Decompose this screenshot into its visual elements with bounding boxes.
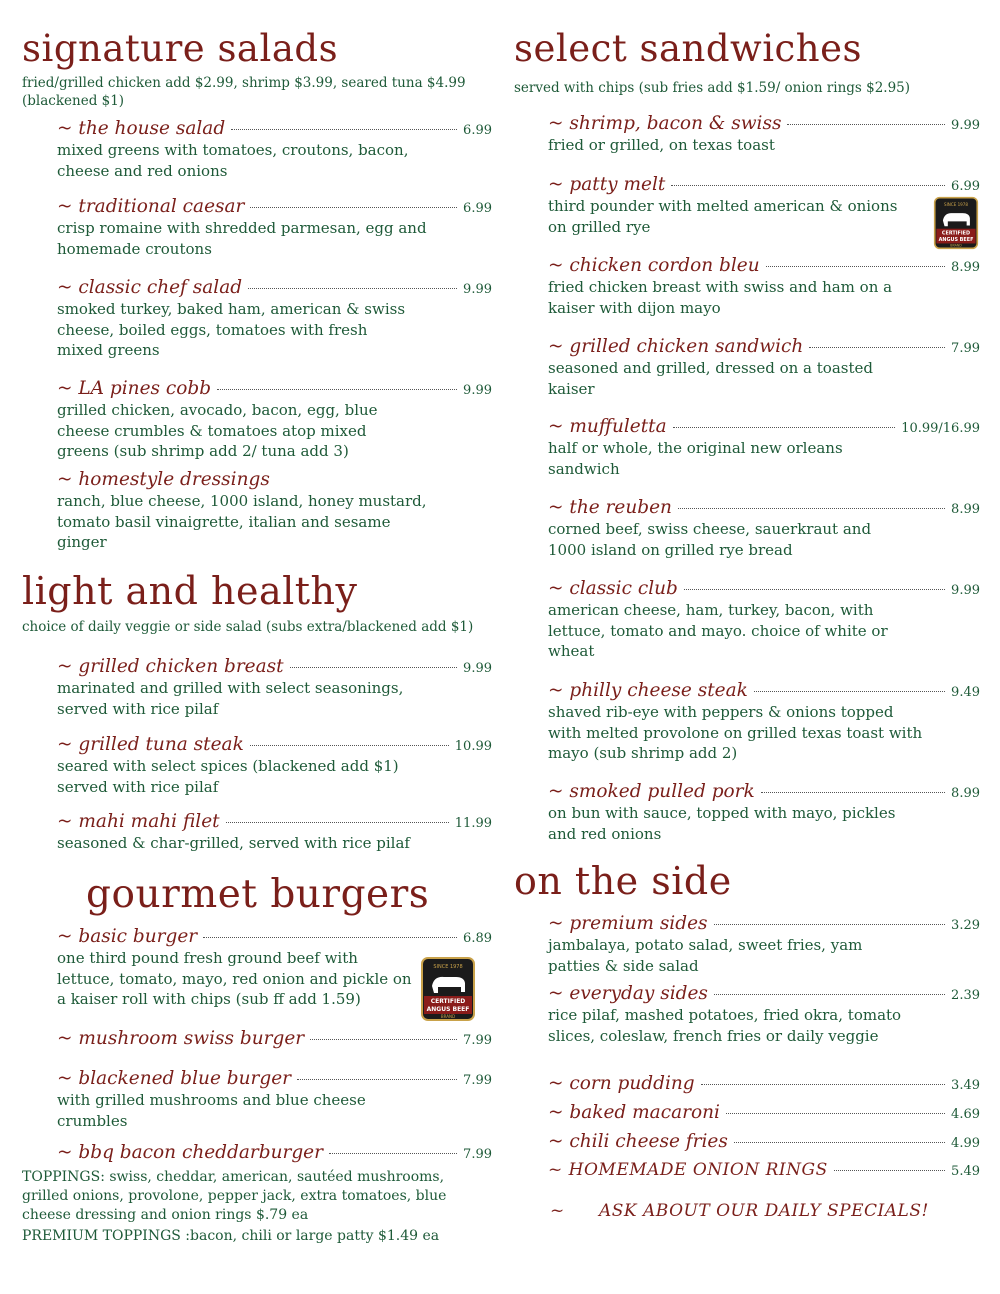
leader-dots bbox=[203, 937, 457, 938]
item-price: 9.99 bbox=[463, 661, 492, 676]
svg-text:CERTIFIED: CERTIFIED bbox=[941, 230, 971, 237]
angus-beef-badge bbox=[420, 956, 476, 1022]
item-name: ~ mushroom swiss burger bbox=[57, 1028, 305, 1049]
burgers-title: gourmet burgers bbox=[86, 872, 430, 917]
item-name: ~ blackened blue burger bbox=[57, 1068, 292, 1089]
item-price: 3.29 bbox=[951, 918, 980, 933]
item-desc: jambalaya, potato salad, sweet fries, yam patties & side salad bbox=[548, 936, 863, 975]
item-desc: american cheese, ham, turkey, bacon, with lettuce, tomato and mayo. choice of white or wheat bbox=[548, 601, 888, 660]
menu-item bbox=[57, 1068, 492, 1131]
item-desc: half or whole, the original new orleans sandwich bbox=[548, 439, 843, 478]
item-name: ~ mahi mahi filet bbox=[57, 811, 220, 832]
leader-dots bbox=[231, 129, 457, 130]
item-name: ~ corn pudding bbox=[548, 1073, 695, 1094]
leader-dots bbox=[734, 1142, 945, 1143]
leader-dots bbox=[714, 924, 946, 925]
menu-item bbox=[57, 811, 492, 854]
left-column bbox=[22, 0, 492, 1294]
salads-title: signature salads bbox=[22, 27, 339, 70]
menu-item bbox=[57, 277, 492, 361]
leader-dots bbox=[714, 994, 945, 995]
item-desc: seasoned and grilled, dressed on a toasted kaiser bbox=[548, 359, 873, 398]
item-desc: one third pound fresh ground beef with lettuce, tomato, mayo, red onion and pickle on a kaiser roll with chips (sub ff add 1.59) bbox=[57, 949, 412, 1008]
menu-item bbox=[548, 781, 980, 844]
item-name: ~ muffuletta bbox=[548, 416, 667, 437]
item-desc: marinated and grilled with select seasonings, served with rice pilaf bbox=[57, 679, 404, 718]
leader-dots bbox=[678, 508, 945, 509]
daily-specials-text: ASK ABOUT OUR DAILY SPECIALS! bbox=[599, 1201, 929, 1221]
leader-dots bbox=[226, 822, 449, 823]
item-name: ~ baked macaroni bbox=[548, 1102, 720, 1123]
menu-item bbox=[548, 913, 980, 976]
sandwiches-note: served with chips (sub fries add $1.59/ onion rings $2.95) bbox=[514, 80, 911, 96]
leader-dots bbox=[787, 124, 945, 125]
menu-item bbox=[57, 196, 492, 259]
item-name: ~ smoked pulled pork bbox=[548, 781, 755, 802]
menu-item bbox=[548, 1073, 980, 1094]
menu-item bbox=[548, 174, 980, 237]
right-column bbox=[514, 0, 980, 1294]
menu-item bbox=[548, 578, 980, 662]
menu-item bbox=[57, 656, 492, 719]
item-desc: third pounder with melted american & onions on grilled rye bbox=[548, 197, 898, 236]
leader-dots bbox=[701, 1084, 945, 1085]
item-desc: on bun with sauce, topped with mayo, pickles and red onions bbox=[548, 804, 896, 843]
menu-item bbox=[548, 255, 980, 318]
item-price: 6.99 bbox=[463, 123, 492, 138]
item-name: ~ homestyle dressings bbox=[57, 469, 270, 490]
item-price: 7.99 bbox=[463, 1073, 492, 1088]
item-desc: smoked turkey, baked ham, american & swiss cheese, boiled eggs, tomatoes with fresh mixed greens bbox=[57, 300, 406, 359]
svg-text:ANGUS BEEF: ANGUS BEEF bbox=[426, 1006, 470, 1013]
item-price: 10.99/16.99 bbox=[901, 421, 980, 436]
toppings-text: TOPPINGS: swiss, cheddar, american, sautéed mushrooms, grilled onions, provolone, pepper jack, extra tomatoes, blue cheese dressing and onion rings $.79 ea bbox=[22, 1169, 447, 1223]
menu-item bbox=[57, 1142, 492, 1163]
item-name: ~ bbq bacon cheddarburger bbox=[57, 1142, 323, 1163]
item-price: 8.99 bbox=[951, 786, 980, 801]
item-price: 6.99 bbox=[463, 201, 492, 216]
item-price: 8.99 bbox=[951, 502, 980, 517]
item-name: ~ grilled tuna steak bbox=[57, 734, 244, 755]
item-name: ~ HOMEMADE ONION RINGS bbox=[548, 1160, 828, 1180]
menu-item bbox=[548, 336, 980, 399]
item-name: ~ classic club bbox=[548, 578, 678, 599]
menu-item bbox=[548, 113, 980, 156]
item-name: ~ chili cheese fries bbox=[548, 1131, 728, 1152]
salads-note: fried/grilled chicken add $2.99, shrimp $3.99, seared tuna $4.99 (blackened $1) bbox=[22, 75, 466, 109]
item-name: ~ chicken cordon bleu bbox=[548, 255, 760, 276]
angus-beef-badge bbox=[932, 196, 980, 248]
item-price: 5.49 bbox=[951, 1164, 980, 1179]
leader-dots bbox=[754, 691, 945, 692]
leader-dots bbox=[250, 745, 449, 746]
item-price: 9.99 bbox=[463, 383, 492, 398]
item-name: ~ traditional caesar bbox=[57, 196, 245, 217]
item-desc: fried chicken breast with swiss and ham on a kaiser with dijon mayo bbox=[548, 278, 893, 317]
item-desc: rice pilaf, mashed potatoes, fried okra, tomato slices, coleslaw, french fries or daily veggie bbox=[548, 1006, 902, 1045]
menu-item bbox=[57, 1028, 492, 1049]
svg-text:BRAND: BRAND bbox=[950, 243, 962, 248]
item-price: 6.99 bbox=[951, 179, 980, 194]
leader-dots bbox=[217, 389, 457, 390]
leader-dots bbox=[726, 1113, 945, 1114]
svg-text:SINCE 1978: SINCE 1978 bbox=[433, 964, 463, 970]
premium-toppings-text: PREMIUM TOPPINGS :bacon, chili or large patty $1.49 ea bbox=[22, 1228, 440, 1244]
item-price: 2.39 bbox=[951, 988, 980, 1003]
item-name: ~ grilled chicken breast bbox=[57, 656, 284, 677]
item-name: ~ premium sides bbox=[548, 913, 708, 934]
leader-dots bbox=[250, 207, 457, 208]
leader-dots bbox=[684, 589, 945, 590]
item-name: ~ classic chef salad bbox=[57, 277, 243, 298]
item-price: 4.69 bbox=[951, 1107, 980, 1122]
item-name: ~ the house salad bbox=[57, 118, 226, 139]
menu-item bbox=[548, 1131, 980, 1152]
item-desc: grilled chicken, avocado, bacon, egg, blue cheese crumbles & tomatoes atop mixed greens (sub shrimp add 2/ tuna add 3) bbox=[57, 401, 378, 460]
item-desc: with grilled mushrooms and blue cheese crumbles bbox=[57, 1091, 366, 1130]
item-name: ~ everyday sides bbox=[548, 983, 708, 1004]
menu-item bbox=[57, 378, 492, 462]
item-price: 9.99 bbox=[951, 583, 980, 598]
item-desc: shaved rib-eye with peppers & onions topped with melted provolone on grilled texas toast with mayo (sub shrimp add 2) bbox=[548, 703, 923, 762]
sides-title: on the side bbox=[514, 859, 732, 903]
item-price: 8.99 bbox=[951, 260, 980, 275]
item-desc: crisp romaine with shredded parmesan, egg and homemade croutons bbox=[57, 219, 427, 258]
item-price: 3.49 bbox=[951, 1078, 980, 1093]
light-note: choice of daily veggie or side salad (subs extra/blackened add $1) bbox=[22, 619, 474, 635]
leader-dots bbox=[329, 1153, 457, 1154]
menu-item bbox=[548, 416, 980, 479]
leader-dots bbox=[761, 792, 945, 793]
menu-item bbox=[57, 734, 492, 797]
item-desc: seared with select spices (blackened add $1) served with rice pilaf bbox=[57, 757, 399, 796]
item-price: 7.99 bbox=[951, 341, 980, 356]
leader-dots bbox=[671, 185, 945, 186]
item-price: 9.49 bbox=[951, 685, 980, 700]
item-price: 7.99 bbox=[463, 1147, 492, 1162]
menu-item bbox=[548, 1102, 980, 1123]
angus-beef-logo-icon bbox=[932, 196, 980, 250]
item-price: 9.99 bbox=[463, 282, 492, 297]
item-price: 4.99 bbox=[951, 1136, 980, 1151]
item-price: 9.99 bbox=[951, 118, 980, 133]
light-title: light and healthy bbox=[22, 569, 358, 613]
leader-dots bbox=[673, 427, 896, 428]
leader-dots bbox=[310, 1039, 457, 1040]
item-desc: fried or grilled, on texas toast bbox=[548, 136, 775, 154]
svg-text:CERTIFIED: CERTIFIED bbox=[430, 998, 466, 1005]
item-name: ~ patty melt bbox=[548, 174, 666, 195]
leader-dots bbox=[766, 266, 945, 267]
menu-item bbox=[548, 497, 980, 560]
svg-text:ANGUS BEEF: ANGUS BEEF bbox=[938, 237, 974, 243]
item-name: ~ grilled chicken sandwich bbox=[548, 336, 804, 357]
item-desc: corned beef, swiss cheese, sauerkraut and 1000 island on grilled rye bread bbox=[548, 520, 872, 559]
item-name: ~ shrimp, bacon & swiss bbox=[548, 113, 782, 134]
item-price: 10.99 bbox=[454, 739, 492, 754]
item-desc: ranch, blue cheese, 1000 island, honey mustard, tomato basil vinaigrette, italian and sesame ginger bbox=[57, 492, 427, 551]
menu-item bbox=[548, 680, 980, 764]
item-price: 7.99 bbox=[463, 1033, 492, 1048]
leader-dots bbox=[248, 288, 457, 289]
menu-item bbox=[548, 1160, 980, 1180]
angus-beef-logo-icon bbox=[420, 956, 476, 1022]
svg-text:BRAND: BRAND bbox=[440, 1014, 456, 1019]
item-desc: seasoned & char-grilled, served with rice pilaf bbox=[57, 834, 410, 852]
leader-dots bbox=[834, 1170, 945, 1171]
leader-dots bbox=[297, 1079, 457, 1080]
item-price: 6.89 bbox=[463, 931, 492, 946]
menu-item bbox=[57, 469, 492, 553]
item-name: ~ basic burger bbox=[57, 926, 198, 947]
menu-item bbox=[57, 118, 492, 181]
sandwiches-title: select sandwiches bbox=[514, 27, 862, 70]
leader-dots bbox=[809, 347, 945, 348]
item-name: ~ LA pines cobb bbox=[57, 378, 212, 399]
item-name: ~ the reuben bbox=[548, 497, 672, 518]
svg-text:SINCE 1978: SINCE 1978 bbox=[944, 201, 968, 207]
specials-tilde: ~ bbox=[550, 1201, 565, 1221]
menu-item bbox=[548, 983, 980, 1046]
item-desc: mixed greens with tomatoes, croutons, bacon, cheese and red onions bbox=[57, 141, 409, 180]
item-name: ~ philly cheese steak bbox=[548, 680, 748, 701]
item-price: 11.99 bbox=[454, 816, 492, 831]
leader-dots bbox=[290, 667, 457, 668]
